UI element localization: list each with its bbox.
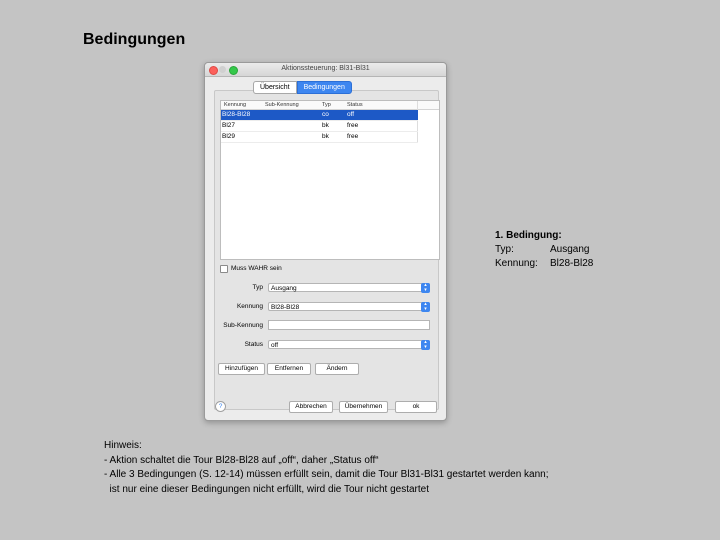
table-row[interactable] [221, 121, 418, 132]
remove-button[interactable]: Entfernen [267, 363, 311, 375]
subkennung-label: Sub-Kennung [223, 322, 263, 329]
note-typ-value: Ausgang [550, 244, 590, 255]
column-header-status[interactable]: Status [347, 102, 363, 108]
must-be-true-option [220, 264, 282, 273]
cancel-button[interactable]: Abbrechen [289, 401, 333, 413]
note-kennung-value: Bl28-Bl28 [550, 258, 594, 269]
tab-bedingungen[interactable]: Bedingungen [297, 81, 352, 94]
table-row[interactable] [221, 110, 418, 121]
chevron-updown-icon: ▴ ▾ [421, 340, 430, 350]
help-icon[interactable]: ? [215, 401, 226, 412]
cell-typ: bk [322, 133, 329, 140]
conditions-table [220, 100, 440, 260]
table-header [221, 101, 439, 110]
kennung-select-value: Bl28-Bl28 [271, 304, 300, 311]
hint-text [104, 439, 704, 497]
hint-line: - Alle 3 Bedingungen (S. 12-14) müssen erfüllt sein, damit die Tour Bl31-Bl31 gestartet werden kann; [104, 469, 549, 480]
dialog-window [204, 62, 447, 421]
cell-kennung: Bl28-Bl28 [222, 111, 251, 118]
status-label: Status [244, 341, 263, 348]
typ-select[interactable] [268, 283, 430, 292]
window-title: Aktionssteuerung: Bl31-Bl31 [281, 65, 370, 72]
cell-status: free [347, 133, 359, 140]
kennung-label: Kennung [236, 303, 263, 310]
cell-status: free [347, 122, 359, 129]
note-kennung-key: Kennung: [495, 258, 538, 269]
status-select[interactable] [268, 340, 430, 349]
typ-select-value: Ausgang [271, 285, 297, 292]
typ-label: Typ [252, 284, 263, 291]
chevron-updown-icon: ▴ ▾ [421, 302, 430, 312]
subkennung-field[interactable] [268, 320, 430, 330]
kennung-select[interactable] [268, 302, 430, 311]
hint-heading: Hinweis: [104, 440, 142, 451]
column-header-kennung[interactable]: Kennung [224, 102, 247, 108]
condition-note [495, 229, 593, 271]
note-title: 1. Bedingung: [495, 230, 562, 241]
note-typ-key: Typ: [495, 244, 514, 255]
title-bar [205, 63, 446, 77]
hint-line: - Aktion schaltet die Tour Bl28-Bl28 auf „off“, daher „Status off“ [104, 454, 379, 466]
change-button[interactable]: Ändern [315, 363, 359, 375]
column-header-subkennung[interactable]: Sub-Kennung [265, 102, 299, 108]
add-button[interactable]: Hinzufügen [218, 363, 265, 375]
accept-button[interactable]: Übernehmen [339, 401, 388, 413]
table-row[interactable] [221, 132, 418, 143]
cell-status: off [347, 111, 355, 118]
must-be-true-label: Muss WAHR sein [231, 265, 282, 272]
tab-pane [214, 90, 439, 410]
tab-uebersicht[interactable]: Übersicht [253, 81, 297, 94]
status-select-value: off [271, 342, 279, 349]
column-header-typ[interactable]: Typ [322, 102, 331, 108]
must-be-true-checkbox[interactable] [220, 265, 228, 273]
slide-title: Bedingungen [83, 31, 186, 48]
hint-line: ist nur eine dieser Bedingungen nicht erfüllt, wird die Tour nicht gestartet [104, 483, 429, 495]
tab-bar [253, 81, 352, 93]
cell-typ: co [322, 111, 329, 118]
cell-kennung: Bl29 [222, 133, 236, 140]
cell-typ: bk [322, 122, 329, 129]
cell-kennung: Bl27 [222, 122, 236, 129]
ok-button[interactable]: ok [395, 401, 437, 413]
chevron-updown-icon: ▴ ▾ [421, 283, 430, 293]
